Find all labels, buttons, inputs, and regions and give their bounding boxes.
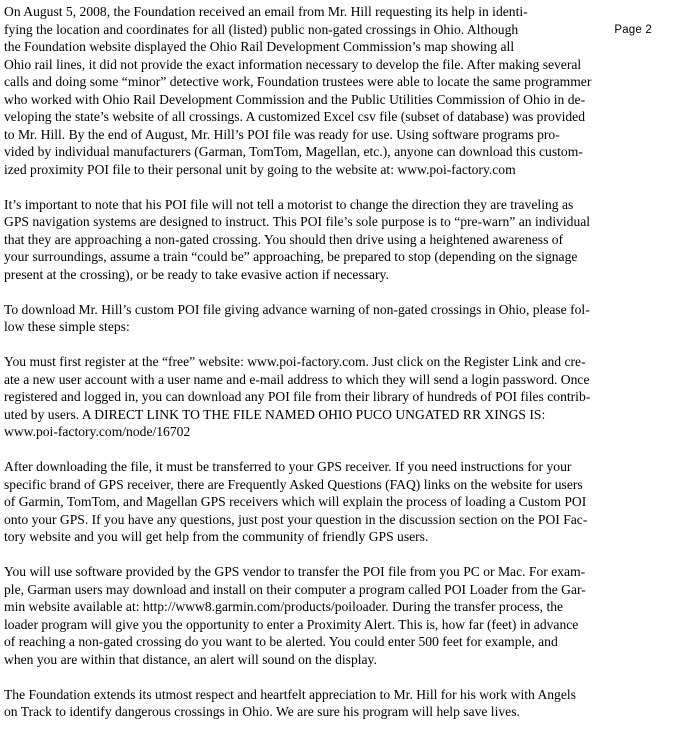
text-line: loader program will give you the opportunity to enter a Proximity Alert. This is, how far (feet) in advance xyxy=(4,616,579,632)
text-line: ized proximity POI file to their personal unit by going to the website at: www.poi-factory.com xyxy=(4,161,516,177)
text-line: The Foundation extends its utmost respect and heartfelt appreciation to Mr. Hill for his work with Angels xyxy=(4,686,576,702)
paragraph-email-request xyxy=(4,3,688,178)
text-line: present at the crossing), or be ready to take evasive action if necessary. xyxy=(4,266,389,282)
text-line: ple, Garman users may download and install on their computer a program called POI Loader from the Gar- xyxy=(4,581,586,597)
text-line: your surroundings, assume a train “could be” approaching, be prepared to stop (depending on the signage xyxy=(4,249,578,264)
text-line: Ohio rail lines, it did not provide the exact information necessary to develop the file. After making several xyxy=(4,56,582,72)
text-line: of reaching a non-gated crossing do you want to be alerted. You could enter 500 feet for example, and xyxy=(4,634,558,649)
paragraph-important-note xyxy=(4,196,688,284)
text-line: ate a new user account with a user name and e-mail address to which they will send a login password. Once xyxy=(4,371,590,387)
text-line: After downloading the file, it must be transferred to your GPS receiver. If you need instructions for your xyxy=(4,459,572,474)
paragraph-transfer-step xyxy=(4,458,688,546)
text-line: To download Mr. Hill’s custom POI file giving advance warning of non-gated crossings in Ohio, please fol- xyxy=(4,301,590,317)
document-page xyxy=(4,3,688,738)
paragraph-register-step xyxy=(4,353,688,441)
text-line: You will use software provided by the GPS vendor to transfer the POI file from you PC or Mac. For exam- xyxy=(4,564,586,579)
text-line: fying the location and coordinates for all (listed) public non-gated crossings in Ohio. Although xyxy=(4,21,519,37)
text-line: min website available at: http://www8.garmin.com/products/poiloader. During the transfer process, the xyxy=(4,599,564,614)
text-line: veloping the state’s website of all crossings. A customized Excel csv file (subset of database) was provided xyxy=(4,109,585,124)
paragraph-software-step xyxy=(4,563,688,668)
text-line: of Garmin, TomTom, and Magellan GPS receivers which will explain the process of loading a Custom POI xyxy=(4,494,587,509)
text-line: specific brand of GPS receiver, there are Frequently Asked Questions (FAQ) links on the website for users xyxy=(4,476,583,492)
text-line: vided by individual manufacturers (Garman, TomTom, Magellan, etc.), anyone can download this custom- xyxy=(4,144,583,159)
text-line: It’s important to note that his POI file will not tell a motorist to change the direction they are traveling as xyxy=(4,196,574,212)
page-number: Page 2 xyxy=(614,24,652,36)
text-line: On August 5, 2008, the Foundation received an email from Mr. Hill requesting its help in identi- xyxy=(4,4,528,19)
text-line: to Mr. Hill. By the end of August, Mr. Hill’s POI file was ready for use. Using software programs pro- xyxy=(4,126,560,142)
text-line: www.poi-factory.com/node/16702 xyxy=(4,424,191,439)
text-line: registered and logged in, you can download any POI file from their library of hundreds of POI files contrib- xyxy=(4,389,591,404)
text-line: that they are approaching a non-gated crossing. You should then drive using a heightened awareness of xyxy=(4,231,564,247)
text-line: GPS navigation systems are designed to instruct. This POI file’s sole purpose is to “pre-warn” an individual xyxy=(4,214,591,229)
text-line: the Foundation website displayed the Ohio Rail Development Commission’s map showing all xyxy=(4,39,515,54)
text-line: who worked with Ohio Rail Development Commission and the Public Utilities Commission of Ohio in de- xyxy=(4,91,586,107)
text-line: onto your GPS. If you have any questions, just post your question in the discussion section on the POI Fac- xyxy=(4,511,588,527)
text-line: on Track to identify dangerous crossings in Ohio. We are sure his program will help save lives. xyxy=(4,704,520,719)
text-line: uted by users. A DIRECT LINK TO THE FILE NAMED OHIO PUCO UNGATED RR XINGS IS: xyxy=(4,406,546,422)
paragraph-download-intro xyxy=(4,301,688,336)
text-line: low these simple steps: xyxy=(4,319,130,334)
text-line: You must first register at the “free” website: www.poi-factory.com. Just click on the Register Link and cre- xyxy=(4,354,586,369)
text-line: tory website and you will get help from the community of friendly GPS users. xyxy=(4,529,429,544)
paragraph-appreciation xyxy=(4,686,688,721)
text-line: calls and doing some “minor” detective work, Foundation trustees were able to locate the same programmer xyxy=(4,74,592,89)
text-line: when you are within that distance, an alert will sound on the display. xyxy=(4,651,377,667)
